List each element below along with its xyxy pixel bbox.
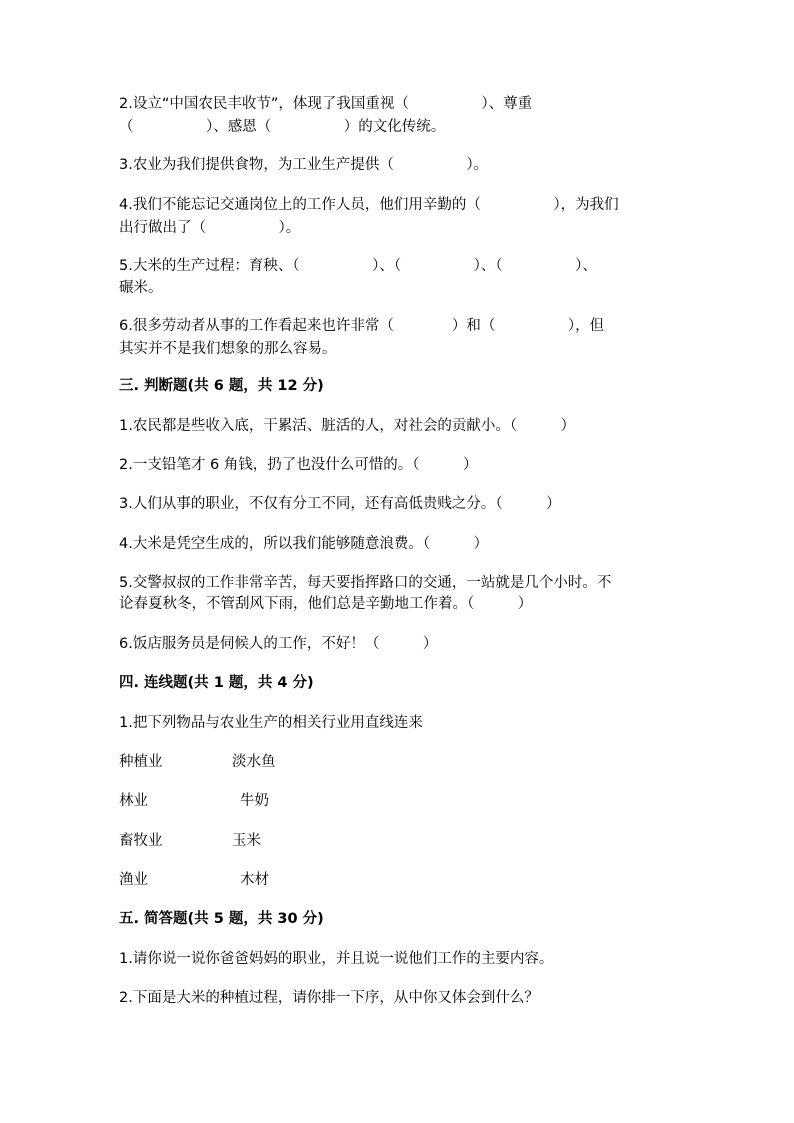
match-right-item: 玉米 xyxy=(232,833,261,849)
blank-item-3-line-1: 3.农业为我们提供食物，为工业生产提供（ ）。 xyxy=(119,157,489,173)
match-right-item: 木材 xyxy=(240,872,269,888)
blank-item-5-line-1: 5.大米的生产过程：育秧、（ ）、（ ）、（ ）、 xyxy=(119,258,597,274)
tf-item-5-line-2: 论春夏秋冬，不管刮风下雨，他们总是辛勤地工作着。（ ） xyxy=(119,596,533,612)
blank-item-2-line-1: 2.设立“中国农民丰收节”，体现了我国重视（ ）、尊重 xyxy=(119,96,533,112)
match-left-item: 畜牧业 xyxy=(119,833,163,849)
blank-item-2-line-2: （ ）、感恩（ ）的文化传统。 xyxy=(119,119,446,135)
tf-item-4: 4.大米是凭空生成的，所以我们能够随意浪费。（ ） xyxy=(119,536,489,552)
match-right-item: 牛奶 xyxy=(240,793,269,809)
match-left-item: 渔业 xyxy=(119,872,148,888)
short-answer-item-2: 2.下面是大米的种植过程，请你排一下序，从中你又体会到什么？ xyxy=(119,990,539,1006)
section-3-heading: 三. 判断题(共 6 题，共 12 分) xyxy=(119,378,324,394)
blank-item-5-line-2: 碾米。 xyxy=(119,280,163,296)
tf-item-2: 2.一支铅笔才 6 角钱，扔了也没什么可惜的。（ ） xyxy=(119,457,478,473)
tf-item-6: 6.饭店服务员是伺候人的工作，不好！（ ） xyxy=(119,636,438,652)
matching-question: 1.把下列物品与农业生产的相关行业用直线连来 xyxy=(119,715,423,731)
tf-item-5-line-1: 5.交警叔叔的工作非常辛苦，每天要指挥路口的交通，一站就是几个小时。不 xyxy=(119,575,612,591)
section-4-heading: 四. 连线题(共 1 题，共 4 分) xyxy=(119,675,314,691)
match-left-item: 林业 xyxy=(119,793,148,809)
blank-item-6-line-1: 6.很多劳动者从事的工作看起来也许非常（ ）和（ ），但 xyxy=(119,318,605,334)
blank-item-4-line-2: 出行做出了（ ）。 xyxy=(119,220,301,236)
tf-item-1: 1.农民都是些收入底，干累活、脏活的人，对社会的贡献小。（ ） xyxy=(119,418,576,434)
tf-item-3: 3.人们从事的职业，不仅有分工不同，还有高低贵贱之分。（ ） xyxy=(119,496,561,512)
match-left-item: 种植业 xyxy=(119,754,163,770)
blank-item-4-line-1: 4.我们不能忘记交通岗位上的工作人员，他们用辛勤的（ ），为我们 xyxy=(119,197,619,213)
match-right-item: 淡水鱼 xyxy=(232,754,276,770)
blank-item-6-line-2: 其实并不是我们想象的那么容易。 xyxy=(119,341,337,357)
short-answer-item-1: 1.请你说一说你爸爸妈妈的职业，并且说一说他们工作的主要内容。 xyxy=(119,951,554,967)
section-5-heading: 五. 简答题(共 5 题，共 30 分) xyxy=(119,911,324,927)
